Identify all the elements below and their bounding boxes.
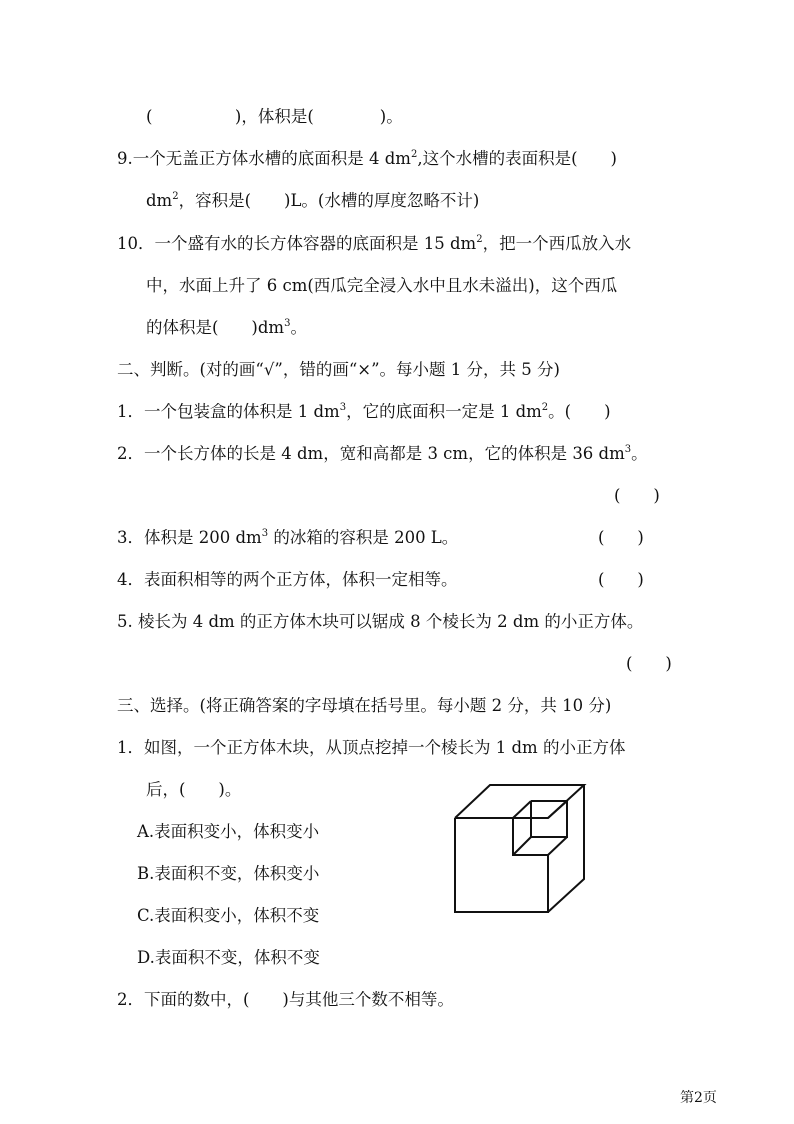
option-b[interactable]: B.表面积不变，体积变小	[137, 864, 320, 883]
judge-question-1: 1．一个包装盒的体积是 1 $dm^3$，它的底面积一定是 1 $dm^2$。( )	[117, 402, 611, 421]
section-2-title: 二、判断。(对的画“√”，错的画“×”。每小题 1 分，共 5 分)	[117, 360, 560, 379]
choice-question-1-line-2: 后，( )。	[146, 780, 242, 799]
judge-question-5: 5. 棱长为 4 dm 的正方体木块可以锯成 8 个棱长为 2 dm 的小正方体。	[117, 612, 644, 631]
option-a[interactable]: A.表面积变小，体积变小	[137, 822, 320, 841]
judge-question-2: 2．一个长方体的长是 4 dm，宽和高都是 3 cm，它的体积是 36 $dm^3$。	[117, 444, 648, 463]
notch-edge-4	[548, 801, 567, 818]
question-9-line-2: $dm^2$，容积是( )L。(水槽的厚度忽略不计)	[146, 191, 480, 210]
cube-front-outline	[455, 818, 548, 912]
q9-text-a: 9.一个无盖正方体水槽的底面积是 4 dm	[117, 149, 411, 168]
notch-edge-2	[513, 837, 531, 855]
choice-question-1-line-1: 1．如图，一个正方体木块，从顶点挖掉一个棱长为 1 dm 的小正方体	[117, 738, 626, 757]
judge-question-3: 3．体积是 200 $dm^3$ 的冰箱的容积是 200 L。	[117, 528, 459, 547]
option-c[interactable]: C.表面积变小，体积不变	[137, 906, 320, 925]
q9-text-b: ,这个水槽的表面积是( )	[417, 149, 617, 168]
section-3-title: 三、选择。(将正确答案的字母填在括号里。每小题 2 分，共 10 分)	[117, 696, 612, 715]
judge-2-answer-parens[interactable]: ( )	[614, 486, 660, 505]
question-10-line-1: 10．一个盛有水的长方体容器的底面积是 15 $dm^2$，把一个西瓜放入水	[117, 234, 632, 253]
option-d[interactable]: D.表面积不变，体积不变	[137, 948, 320, 967]
question-10-line-2: 中，水面上升了 6 cm(西瓜完全浸入水中且水未溢出)，这个西瓜	[146, 276, 618, 295]
judge-5-answer-parens[interactable]: ( )	[626, 654, 672, 673]
question-10-line-3: 的体积是( )$dm^3$。	[146, 318, 307, 337]
page-number: 第2页	[680, 1090, 717, 1106]
notch-edge-3	[548, 837, 567, 855]
question-9-line-1: 9.一个无盖正方体水槽的底面积是 4 $dm^2$,这个水槽的表面积是( )	[117, 149, 617, 168]
judge-question-4: 4．表面积相等的两个正方体，体积一定相等。	[117, 570, 458, 589]
choice-question-2: 2．下面的数中，( )与其他三个数不相等。	[117, 990, 454, 1009]
notch-edge-1	[513, 801, 531, 818]
judge-3-answer-parens[interactable]: ( )	[598, 528, 644, 547]
judge-4-answer-parens[interactable]: ( )	[598, 570, 644, 589]
header-line: ( )，体积是( )。	[146, 107, 403, 126]
